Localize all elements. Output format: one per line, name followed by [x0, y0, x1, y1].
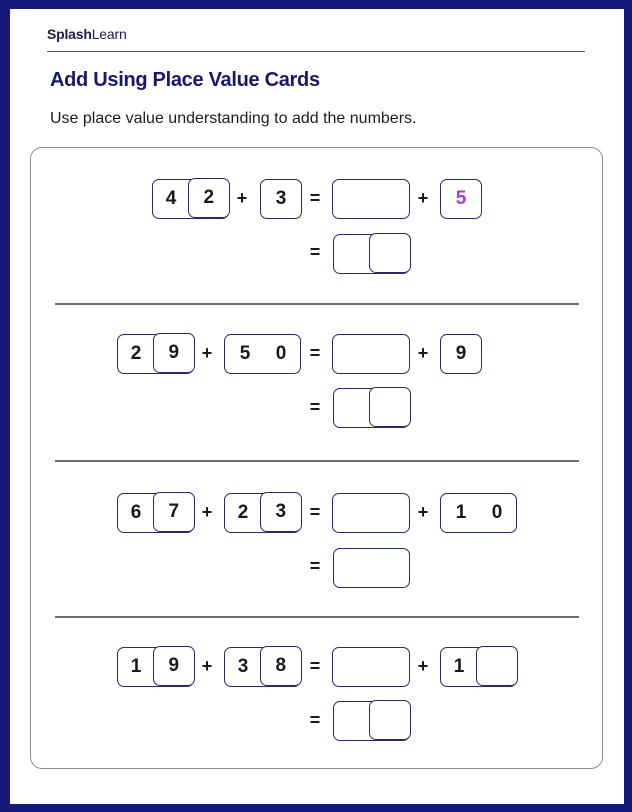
answer-tens-input[interactable] [334, 389, 370, 427]
addend1-card [117, 647, 194, 687]
equals-sign: = [309, 188, 321, 208]
partial-sum-input[interactable] [332, 647, 410, 687]
problem-divider [55, 303, 579, 305]
answer-tens-input[interactable] [334, 702, 370, 740]
ones-card: 9 [153, 333, 195, 373]
answer-ones-input[interactable] [369, 387, 411, 427]
plus-sign: + [201, 656, 213, 676]
tens-digit: 2 [130, 343, 142, 364]
addend1-card [117, 334, 194, 374]
tens-digit: 5 [239, 343, 251, 364]
addend2-card [224, 493, 301, 533]
tens-digit: 1 [453, 656, 465, 677]
ones-card: 3 [260, 492, 302, 532]
equals-sign: = [309, 502, 321, 522]
ones-card: 8 [260, 646, 302, 686]
partial-ones-input[interactable] [476, 646, 518, 686]
equals-sign-2: = [309, 397, 321, 417]
ones-card: 7 [153, 492, 195, 532]
equals-sign-2: = [309, 556, 321, 576]
partial-addend-card: 9 [440, 334, 482, 374]
tens-digit: 6 [130, 502, 142, 523]
partial-addend-card [440, 647, 517, 687]
worksheet-page [10, 9, 624, 804]
ones-card: 9 [153, 646, 195, 686]
worksheet-title: Add Using Place Value Cards [50, 69, 320, 91]
tens-digit: 4 [165, 188, 177, 209]
plus-sign-2: + [417, 188, 429, 208]
answer-input[interactable] [333, 388, 410, 428]
problems-card [30, 147, 603, 769]
partial-sum-input[interactable] [332, 179, 410, 219]
equals-sign: = [309, 343, 321, 363]
plus-sign: + [201, 502, 213, 522]
partial-addend-hint-card: 5 [440, 179, 482, 219]
plus-sign: + [236, 188, 248, 208]
addend2-card [224, 647, 301, 687]
answer-ones-input[interactable] [369, 233, 411, 273]
ones-card: 2 [188, 178, 230, 218]
partial-sum-input[interactable] [332, 334, 410, 374]
equals-sign-2: = [309, 710, 321, 730]
plus-sign-2: + [417, 343, 429, 363]
partial-addend-card [440, 493, 517, 533]
plus-sign-2: + [417, 502, 429, 522]
instructions: Use place value understanding to add the numbers. [50, 110, 417, 127]
problem-divider [55, 460, 579, 462]
equals-sign: = [309, 656, 321, 676]
plus-sign: + [201, 343, 213, 363]
answer-input[interactable] [333, 234, 410, 274]
header-divider [47, 51, 585, 52]
answer-input[interactable] [333, 701, 410, 741]
plus-sign-2: + [417, 656, 429, 676]
addend1-card [117, 493, 194, 533]
answer-input[interactable] [333, 548, 410, 588]
tens-digit: 1 [455, 502, 467, 523]
addend2-card [224, 334, 301, 374]
splashlearn-logo [47, 26, 127, 42]
equals-sign-2: = [309, 242, 321, 262]
addend2-card: 3 [260, 179, 302, 219]
tens-digit: 2 [237, 502, 249, 523]
answer-tens-input[interactable] [334, 235, 370, 273]
logo-bold: Splash [47, 26, 92, 42]
tens-digit: 3 [237, 656, 249, 677]
addend1-card [152, 179, 229, 219]
answer-ones-input[interactable] [369, 700, 411, 740]
tens-digit: 1 [130, 656, 142, 677]
ones-digit: 0 [491, 502, 503, 523]
problem-divider [55, 616, 579, 618]
logo-regular: Learn [91, 26, 127, 42]
ones-digit: 0 [275, 343, 287, 364]
partial-sum-input[interactable] [332, 493, 410, 533]
